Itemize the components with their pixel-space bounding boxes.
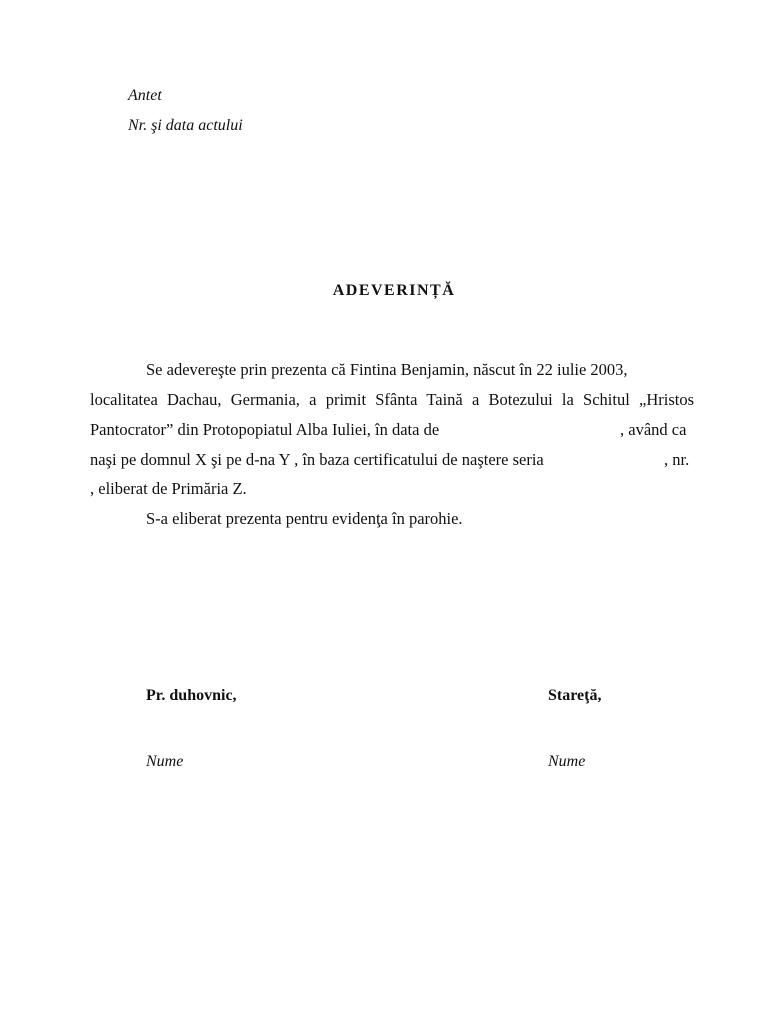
body-line-1: Se adevereşte prin prezenta că Fintina Benjamin, născut în 22 iulie 2003, (146, 360, 628, 379)
body-line-3-end: , având ca (620, 420, 687, 439)
signature-left-name: Nume (146, 753, 184, 770)
body-line-4-start: naşi pe domnul X şi pe d-na Y , în baza certificatului de naştere seria (90, 450, 544, 469)
signature-left-role: Pr. duhovnic, (146, 687, 237, 704)
body-line-3-start: Pantocrator” din Protopopiatul Alba Iuliei, în data de (90, 420, 440, 439)
signature-right-role: Stareţă, (548, 687, 602, 704)
header-number-date: Nr. şi data actului (128, 117, 243, 134)
body-line-4-end: , nr. (664, 450, 690, 469)
body-line-6: S-a eliberat prezenta pentru evidenţa în parohie. (146, 509, 463, 528)
body-line-5: , eliberat de Primăria Z. (90, 479, 247, 498)
body-line-2: localitatea Dachau, Germania, a primit Sfânta Taină a Botezului la Schitul „Hristos (90, 390, 694, 409)
signature-right-name: Nume (548, 753, 586, 770)
document-title: ADEVERINȚĂ (332, 282, 456, 299)
header-antet: Antet (128, 87, 162, 104)
